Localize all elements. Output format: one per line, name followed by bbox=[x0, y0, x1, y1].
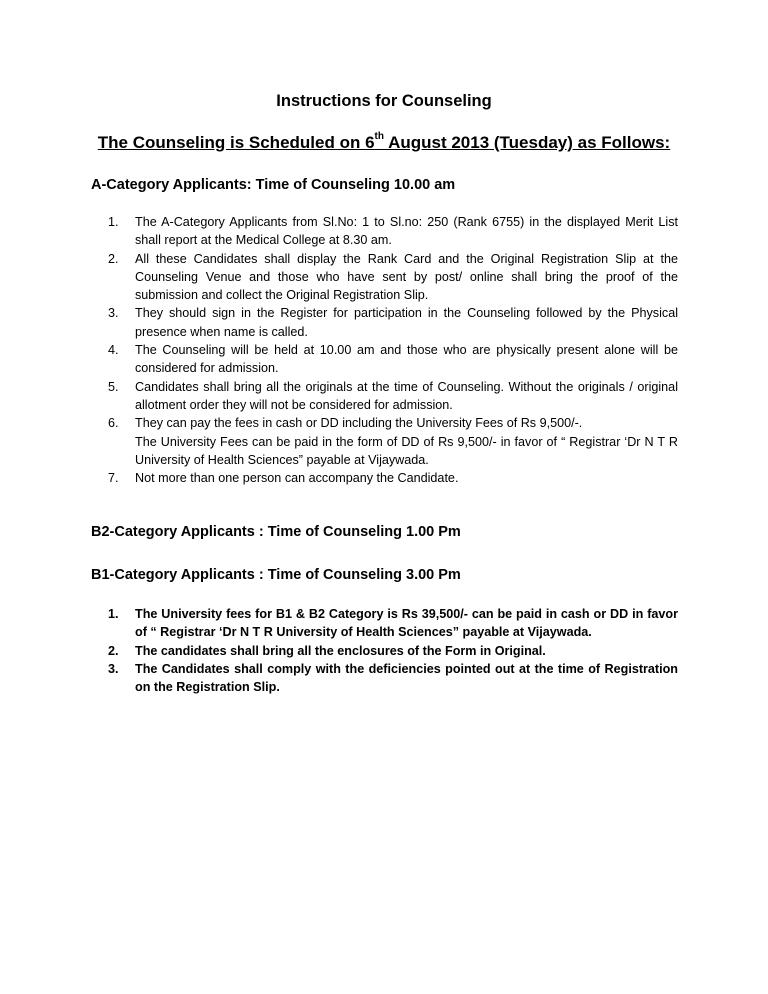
b1-category-heading: B1-Category Applicants : Time of Counseling 3.00 Pm bbox=[91, 567, 461, 583]
item-number: 2. bbox=[108, 643, 119, 658]
b1-category-list bbox=[108, 605, 678, 696]
item-text: Not more than one person can accompany the Candidate. bbox=[135, 471, 459, 486]
list-item bbox=[108, 341, 678, 378]
item-number: 3. bbox=[108, 306, 119, 321]
schedule-text-after: August 2013 (Tuesday) as Follows: bbox=[383, 133, 671, 152]
item-number: 3. bbox=[108, 661, 119, 676]
item-text: All these Candidates shall display the Rank Card and the Original Registration Slip at the Counseling Venue and those who have sent by post/ online shall bring the proof of the submission and collect the Original Registration Slip. bbox=[135, 251, 678, 303]
list-item bbox=[108, 213, 678, 250]
item-text: The Counseling will be held at 10.00 am and those who are physically present alone will be considered for admission. bbox=[135, 343, 678, 376]
schedule-text-before: The Counseling is Scheduled on 6 bbox=[97, 133, 375, 152]
list-item bbox=[108, 605, 678, 642]
item-text: They can pay the fees in cash or DD including the University Fees of Rs 9,500/-. bbox=[135, 416, 583, 431]
a-category-list bbox=[108, 213, 678, 487]
item-text: Candidates shall bring all the originals at the time of Counseling. Without the originals / original allotment order they will not be considered for admission. bbox=[135, 379, 678, 412]
item-text: The A-Category Applicants from Sl.No: 1 to Sl.no: 250 (Rank 6755) in the displayed Merit List shall report at the Medical College at 8.30 am. bbox=[135, 215, 678, 248]
item-text: The Candidates shall comply with the deficiencies pointed out at the time of Registration on the Registration Slip. bbox=[135, 661, 678, 695]
item-number: 2. bbox=[108, 251, 119, 266]
item-number: 7. bbox=[108, 471, 119, 486]
item-text: They should sign in the Register for participation in the Counseling followed by the Physical presence when name is called. bbox=[135, 306, 678, 339]
list-item bbox=[108, 250, 678, 305]
list-item bbox=[108, 304, 678, 341]
item-text: The candidates shall bring all the enclosures of the Form in Original. bbox=[135, 643, 546, 658]
b2-category-heading: B2-Category Applicants : Time of Counseling 1.00 Pm bbox=[91, 524, 461, 540]
list-item bbox=[108, 469, 678, 487]
item-text: The University fees for B1 & B2 Category is Rs 39,500/- can be paid in cash or DD in favor of “ Registrar ‘Dr N T R University of Health Sciences” payable at Vijaywada. bbox=[135, 607, 678, 640]
a-category-heading: A-Category Applicants: Time of Counseling 10.00 am bbox=[91, 177, 456, 193]
item-number: 4. bbox=[108, 343, 119, 358]
list-item bbox=[108, 378, 678, 415]
list-item bbox=[108, 414, 678, 469]
item-number: 1. bbox=[108, 607, 119, 621]
item-number: 1. bbox=[108, 215, 119, 229]
item-number: 5. bbox=[108, 379, 119, 394]
list-item bbox=[108, 660, 678, 697]
item-text-continued: The University Fees can be paid in the form of DD of Rs 9,500/- in favor of “ Registrar ‘Dr N T R University of Health Sciences” payable at Vijaywada. bbox=[135, 434, 678, 467]
schedule-superscript: th bbox=[374, 131, 384, 143]
item-number: 6. bbox=[108, 416, 119, 431]
schedule-heading bbox=[0, 133, 768, 153]
list-item bbox=[108, 642, 678, 660]
document-title: Instructions for Counseling bbox=[276, 92, 492, 110]
